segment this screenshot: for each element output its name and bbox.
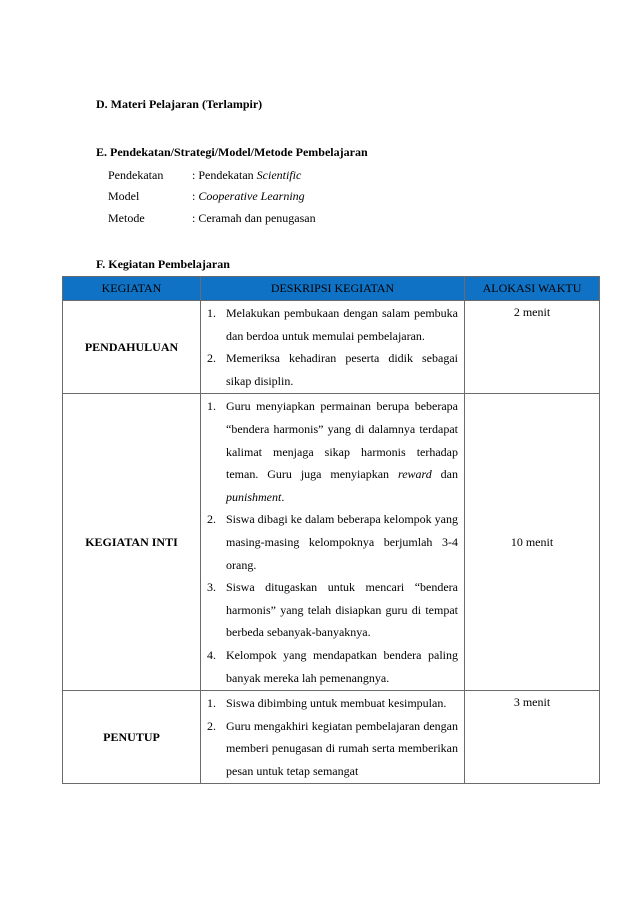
alokasi-cell: 3 menit xyxy=(465,691,600,784)
list-item: 1. Guru menyiapkan permainan berupa beberapa “bendera harmonis” yang di dalamnya terdapat kalimat menjaga sikap harmonis terhadap teman. Guru juga menyiapkan reward dan punishment. xyxy=(207,399,458,504)
method-label: Metode xyxy=(108,211,145,225)
approach-separator: : xyxy=(192,168,199,182)
deskripsi-cell xyxy=(201,691,465,784)
header-deskripsi: DESKRIPSI KEGIATAN xyxy=(201,277,465,301)
section-d-heading: D. Materi Pelajaran (Terlampir) xyxy=(96,97,263,111)
deskripsi-cell xyxy=(201,301,465,394)
approach-value-italic: Scientific xyxy=(256,168,302,182)
list-item: 1. Siswa dibimbing untuk membuat kesimpulan. xyxy=(207,696,447,711)
section-f-heading: F. Kegiatan Pembelajaran xyxy=(96,257,230,271)
list-item: 2. Memeriksa kehadiran peserta didik sebagai sikap disiplin. xyxy=(207,351,458,388)
section-e-heading: E. Pendekatan/Strategi/Model/Metode Pembelajaran xyxy=(96,145,368,159)
approach-row xyxy=(108,168,301,183)
method-separator: : xyxy=(192,211,199,225)
model-row xyxy=(108,189,305,204)
list-item: 1. Melakukan pembukaan dengan salam pembuka dan berdoa untuk memulai pembelajaran. xyxy=(207,306,458,343)
model-separator: : xyxy=(192,189,199,203)
table-row xyxy=(63,394,600,691)
model-label: Model xyxy=(108,189,140,203)
list-item: 3. Siswa ditugaskan untuk mencari “bendera harmonis” yang telah disiapkan guru di tempat berbeda sebanyak-banyaknya. xyxy=(207,580,458,640)
method-row xyxy=(108,211,316,226)
kegiatan-cell: KEGIATAN INTI xyxy=(63,394,201,691)
deskripsi-cell xyxy=(201,394,465,691)
table-row xyxy=(63,691,600,784)
approach-label: Pendekatan xyxy=(108,168,164,182)
header-alokasi: ALOKASI WAKTU xyxy=(465,277,600,301)
list-item: 2. Guru mengakhiri kegiatan pembelajaran dengan memberi penugasan di rumah serta memberikan pesan untuk tetap semangat xyxy=(207,718,458,778)
model-value-italic: Cooperative Learning xyxy=(198,189,305,203)
list-item: 4. Kelompok yang mendapatkan bendera paling banyak mereka lah pemenangnya. xyxy=(207,647,458,685)
table-row xyxy=(63,301,600,394)
alokasi-cell: 2 menit xyxy=(465,301,600,394)
table-header-row xyxy=(63,277,600,301)
activity-table xyxy=(62,276,600,784)
alokasi-cell: 10 menit xyxy=(465,394,600,691)
kegiatan-cell: PENDAHULUAN xyxy=(63,301,201,394)
list-item: 2. Siswa dibagi ke dalam beberapa kelompok yang masing-masing kelompoknya berjumlah 3-4 orang. xyxy=(207,512,458,572)
header-kegiatan: KEGIATAN xyxy=(63,277,201,301)
approach-value: Pendekatan xyxy=(198,168,257,182)
method-value: Ceramah dan penugasan xyxy=(198,211,316,225)
kegiatan-cell: PENUTUP xyxy=(63,691,201,784)
